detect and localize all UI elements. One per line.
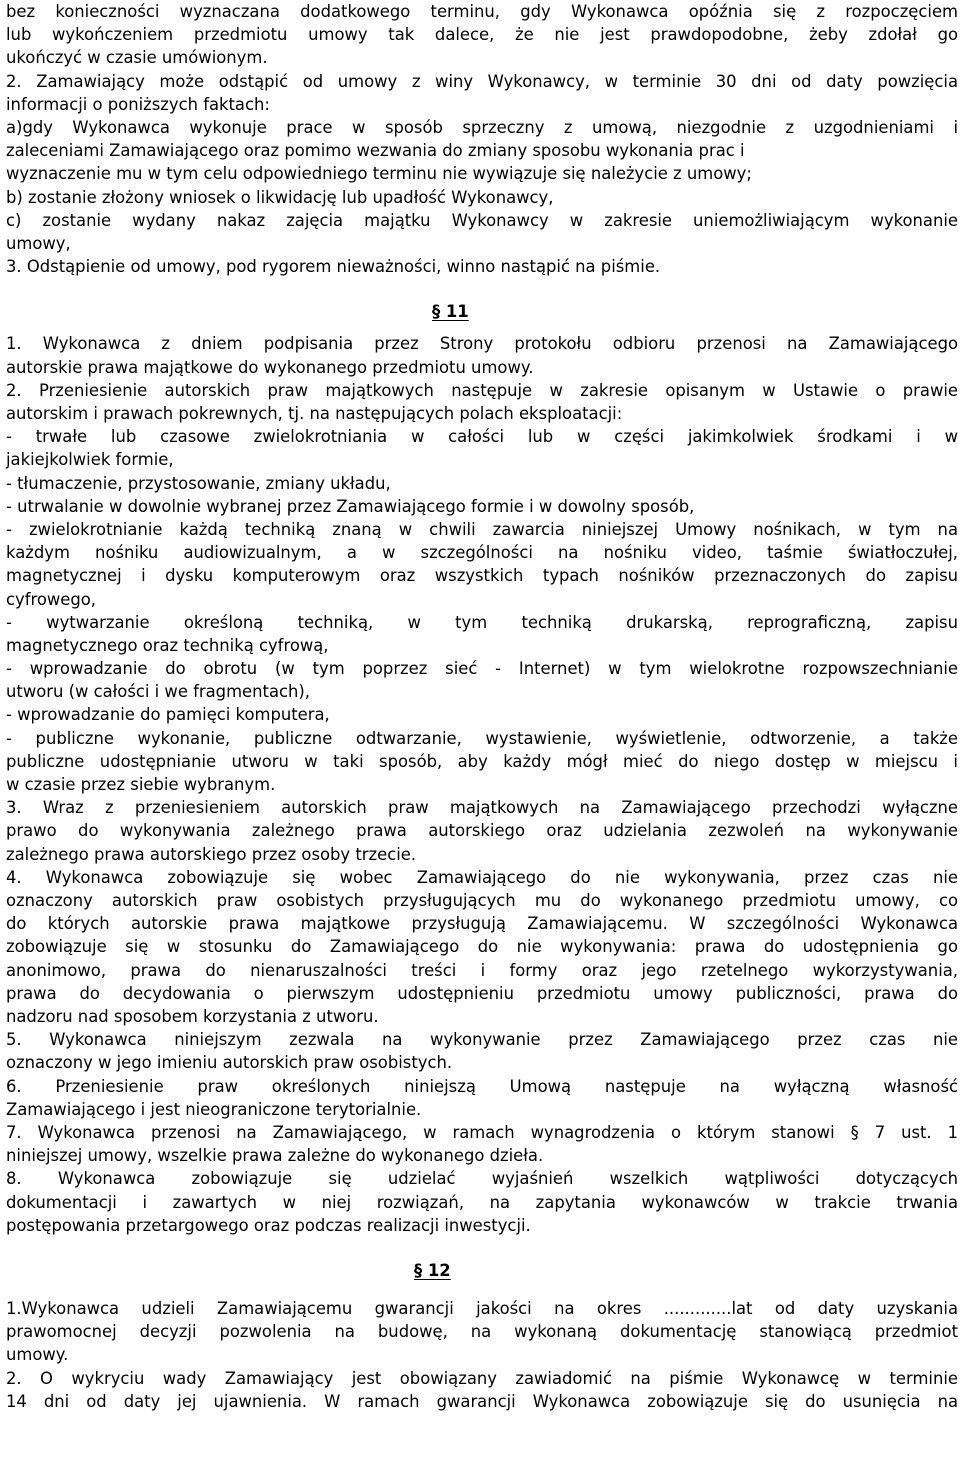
text-line: - utrwalanie w dowolnie wybranej przez Zamawiającego formie i w dowolny sposób, xyxy=(6,496,695,516)
section-12-heading-row xyxy=(6,1237,960,1287)
text-line: oznaczony autorskich praw osobistych przysługujących mu do wykonanego przedmiotu umowy, co xyxy=(6,891,958,911)
text-line: autorskim i prawach pokrewnych, tj. na następujących polach eksploatacji: xyxy=(6,403,623,423)
paragraph-block-copyright xyxy=(6,332,960,1237)
text-line: zaleceniami Zamawiającego oraz pomimo wezwania do zmiany sposobu wykonania prac i xyxy=(6,141,745,161)
text-line: prawo do wykonywania zależnego prawa autorskiego oraz udzielania zezwoleń na wykonywanie xyxy=(6,821,958,841)
text-line: 7. Wykonawca przenosi na Zamawiającego, w ramach wynagrodzenia o którym stanowi § 7 ust. 1 xyxy=(6,1122,958,1142)
text-line: 4. Wykonawca zobowiązuje się wobec Zamawiającego do nie wykonywania, przez czas nie xyxy=(6,867,958,887)
text-line: 2. Przeniesienie autorskich praw majątkowych następuje w zakresie opisanym w Ustawie o prawie xyxy=(6,380,958,400)
text-line: 5. Wykonawca niniejszym zezwala na wykonywanie przez Zamawiającego przez czas nie xyxy=(6,1030,958,1050)
text-line: nadzoru nad sposobem korzystania z utworu. xyxy=(6,1006,379,1026)
text-line: cyfrowego, xyxy=(6,589,97,609)
text-line: - wprowadzanie do pamięci komputera, xyxy=(6,705,330,725)
text-line: umowy, xyxy=(6,233,71,253)
text-line: zobowiązuje się w stosunku do Zamawiającego do nie wykonywania: prawa do udostępnienia go xyxy=(6,937,958,957)
text-line: - tłumaczenie, przystosowanie, zmiany układu, xyxy=(6,473,391,493)
text-line: magnetycznej i dysku komputerowym oraz wszystkich typach nośników przeznaczonych do zapisu xyxy=(6,566,958,586)
text-line: - wprowadzanie do obrotu (w tym poprzez sieć - Internet) w tym wielokrotne rozpowszechnianie xyxy=(6,659,958,679)
text-line: anonimowo, prawa do nienaruszalności treści i formy oraz jego rzetelnego wykorzystywania, xyxy=(6,960,958,980)
text-line: - zwielokrotnianie każdą techniką znaną w chwili zawarcia niniejszej Umowy nośnikach, w tym na xyxy=(6,519,958,539)
text-line: każdym nośniku audiowizualnym, a w szczególności na nośniku video, taśmie światłoczułej, xyxy=(6,543,958,563)
paragraph-block-withdrawal xyxy=(6,0,960,278)
text-line: 8. Wykonawca zobowiązuje się udzielać wyjaśnień wszelkich wątpliwości dotyczących xyxy=(6,1169,958,1189)
text-line: prawa do decydowania o pierwszym udostępnieniu przedmiotu umowy publiczności, prawa do xyxy=(6,983,958,1003)
text-line: umowy. xyxy=(6,1345,69,1365)
text-line: jakiejkolwiek formie, xyxy=(6,450,174,470)
section-11-heading-row xyxy=(6,278,960,330)
text-line: zależnego prawa autorskiego przez osoby trzecie. xyxy=(6,844,417,864)
text-line: wyznaczenie mu w tym celu odpowiedniego terminu nie wywiązuje się należycie z umowy; xyxy=(6,164,752,184)
text-line: 1. Wykonawca z dniem podpisania przez Strony protokołu odbioru przenosi na Zamawiającego xyxy=(6,334,958,354)
text-line: dokumentacji i zawartych w niej rozwiązań, na zapytania wykonawców w trakcie trwania xyxy=(6,1192,958,1212)
text-line: c) zostanie wydany nakaz zajęcia majątku Wykonawcy w zakresie uniemożliwiającym wykonanie xyxy=(6,210,958,230)
text-line: - trwałe lub czasowe zwielokrotniania w całości lub w części jakimkolwiek środkami i w xyxy=(6,427,958,447)
section-11-heading: § 11 xyxy=(432,302,469,322)
text-line: 3. Odstąpienie od umowy, pod rygorem nieważności, winno nastąpić na piśmie. xyxy=(6,257,661,277)
paragraph-block-warranty xyxy=(6,1297,960,1413)
text-line: oznaczony w jego imieniu autorskich praw osobistych. xyxy=(6,1053,453,1073)
text-line: prawomocnej decyzji pozwolenia na budowę, na wykonaną dokumentację stanowiącą przedmiot xyxy=(6,1322,958,1342)
text-line: 3. Wraz z przeniesieniem autorskich praw majątkowych na Zamawiającego przechodzi wyłączne xyxy=(6,798,958,818)
text-line: autorskie prawa majątkowe do wykonanego przedmiotu umowy. xyxy=(6,357,534,377)
text-line: 2. O wykryciu wady Zamawiający jest obowiązany zawiadomić na piśmie Wykonawcę w terminie xyxy=(6,1368,958,1388)
text-line: bez konieczności wyznaczana dodatkowego terminu, gdy Wykonawca opóźnia się z rozpoczęciem xyxy=(6,2,958,21)
text-line: b) zostanie złożony wniosek o likwidację lub upadłość Wykonawcy, xyxy=(6,187,554,207)
section-12-heading: § 12 xyxy=(414,1260,451,1280)
text-line: Zamawiającego i jest nieograniczone terytorialnie. xyxy=(6,1099,422,1119)
text-line: 14 dni od daty jej ujawnienia. W ramach gwarancji Wykonawca zobowiązuje się do usunięcia na xyxy=(6,1391,958,1411)
text-line: publiczne udostępnianie utworu w taki sposób, aby każdy mógł mieć do niego dostęp w miejscu i xyxy=(6,751,958,771)
text-line: 2. Zamawiający może odstąpić od umowy z winy Wykonawcy, w terminie 30 dni od daty powzięcia xyxy=(6,71,958,91)
text-line: informacji o poniższych faktach: xyxy=(6,94,270,114)
text-line: utworu (w całości i we fragmentach), xyxy=(6,682,310,702)
text-line: w czasie przez siebie wybranym. xyxy=(6,775,276,795)
text-line: niniejszej umowy, wszelkie prawa zależne do wykonanego dzieła. xyxy=(6,1146,544,1166)
text-line: 6. Przeniesienie praw określonych niniejszą Umową następuje na wyłączną własność xyxy=(6,1076,958,1096)
text-line: ukończyć w czasie umówionym. xyxy=(6,48,268,68)
text-line: lub wykończeniem przedmiotu umowy tak dalece, że nie jest prawdopodobne, żeby zdołał go xyxy=(6,25,958,45)
text-line: a)gdy Wykonawca wykonuje prace w sposób sprzeczny z umową, niezgodnie z uzgodnieniami i xyxy=(6,117,958,137)
text-line: postępowania przetargowego oraz podczas realizacji inwestycji. xyxy=(6,1215,531,1235)
text-line: 1.Wykonawca udzieli Zamawiającemu gwarancji jakości na okres .............lat od daty uzyskania xyxy=(6,1298,958,1318)
text-line: - publiczne wykonanie, publiczne odtwarzanie, wystawienie, wyświetlenie, odtworzenie, a także xyxy=(6,728,958,748)
text-line: magnetycznego oraz techniką cyfrową, xyxy=(6,635,329,655)
text-line: do których autorskie prawa majątkowe przysługują Zamawiającemu. W szczególności Wykonawca xyxy=(6,914,958,934)
text-line: - wytwarzanie określoną techniką, w tym techniką drukarską, reprograficzną, zapisu xyxy=(6,612,958,632)
